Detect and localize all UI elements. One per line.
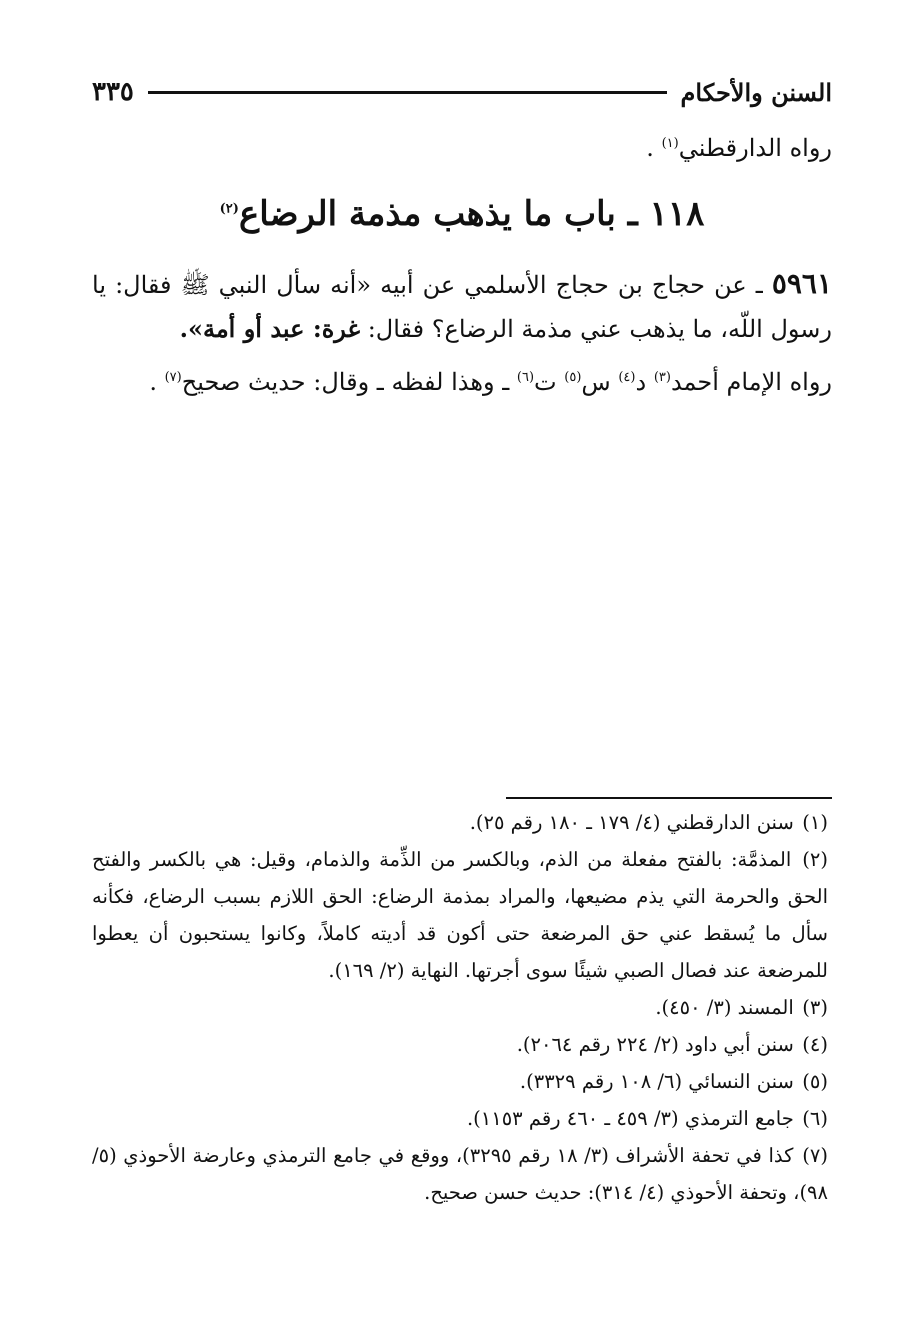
narration-text-2: ـ وهذا لفظه ـ وقال: حديث صحيح [181, 368, 517, 396]
header-rule [148, 91, 667, 94]
footnote-text: سنن الدارقطني (٤/ ١٧٩ ـ ١٨٠ رقم ٢٥). [469, 811, 794, 834]
hadith-text [92, 262, 832, 351]
narration-previous [92, 126, 832, 170]
footnote-text: سنن أبي داود (٢/ ٢٢٤ رقم ٢٠٦٤). [516, 1033, 794, 1056]
footnote-1 [92, 804, 828, 841]
running-header [92, 72, 832, 112]
footnote-2 [92, 841, 828, 989]
narration-text-1: رواه الإمام أحمد [670, 368, 832, 396]
footnote-ref-3[interactable]: (٣) [653, 370, 671, 385]
narration-end: . [149, 368, 165, 396]
footnote-ref-4[interactable]: (٤) [618, 370, 636, 385]
footnote-number: (٢) [802, 848, 828, 871]
chapter-title: باب ما يذهب مذمة الرضاع [238, 194, 616, 234]
hadith-answer: غرة: عبد أو أمة [202, 314, 361, 343]
narration-end: . [646, 134, 662, 162]
narration-sources [92, 360, 832, 404]
footnote-text: كذا في تحفة الأشراف (٣/ ١٨ رقم ٣٢٩٥)، ووقع في جامع الترمذي وعارضة الأحوذي (٥/ ٩٨)، وتحفة الأحوذي (٤/ ٣١٤): حديث حسن صحيح. [92, 1144, 828, 1204]
footnote-ref-7[interactable]: (٧) [164, 370, 182, 385]
footnote-ref-1[interactable]: (١) [661, 136, 679, 151]
page-number: ٣٣٥ [92, 77, 134, 107]
source-abbrev-t: ت [534, 368, 565, 396]
hadith-number: ٥٩٦١ [771, 267, 832, 300]
footnote-4 [92, 1026, 828, 1063]
footnote-number: (٣) [802, 996, 828, 1019]
footnote-number: (١) [802, 811, 828, 834]
footnote-number: (٥) [802, 1070, 828, 1093]
footnote-ref-6[interactable]: (٦) [516, 370, 535, 385]
source-abbrev-s: س [581, 368, 619, 396]
footnote-separator [506, 797, 832, 799]
footnote-6 [92, 1100, 828, 1137]
footnote-ref-5[interactable]: (٥) [564, 370, 582, 385]
narration-text: رواه الدارقطني [678, 134, 832, 162]
chapter-heading [92, 186, 832, 242]
footnote-ref-2[interactable]: (٢) [219, 201, 239, 217]
footnote-number: (٦) [802, 1107, 828, 1130]
footnote-number: (٤) [802, 1033, 828, 1056]
source-abbrev-d: د [635, 368, 654, 396]
footnote-text: المسند (٣/ ٤٥٠). [655, 996, 794, 1019]
footnote-number: (٧) [802, 1144, 828, 1167]
footnote-5 [92, 1063, 828, 1100]
footnote-3 [92, 989, 828, 1026]
footnote-text: جامع الترمذي (٣/ ٤٥٩ ـ ٤٦٠ رقم ١١٥٣). [466, 1107, 794, 1130]
footnotes [92, 804, 828, 1211]
footnote-text: المذمَّة: بالفتح مفعلة من الذم، وبالكسر من الذِّمة والذمام، وقيل: هي بالكسر والفتح الحق والحرمة التي يذم مضيعها، والمراد بمذمة الرضاع: الحق اللازم بسبب الرضاع، فكأنه سأل ما يُسقط عني حق المرضعة حتى أكون قد أديته كاملاً، وكانوا يستحبون أن يعطوا للمرضعة عند فصال الصبي شيئًا سوى أجرتها. النهاية (٢/ ١٦٩). [92, 848, 828, 982]
book-title: السنن والأحكام [680, 77, 832, 107]
hadith-end: ». [179, 314, 203, 343]
footnote-7 [92, 1137, 828, 1211]
chapter-number: ١١٨ ـ [615, 194, 705, 234]
hadith-body: ـ عن حجاج بن حجاج الأسلمي عن أبيه «أنه سأل النبي ﷺ فقال: يا رسول اللّه، ما يذهب عني مذمة الرضاع؟ فقال: [92, 271, 832, 343]
footnote-text: سنن النسائي (٦/ ١٠٨ رقم ٣٣٢٩). [519, 1070, 794, 1093]
